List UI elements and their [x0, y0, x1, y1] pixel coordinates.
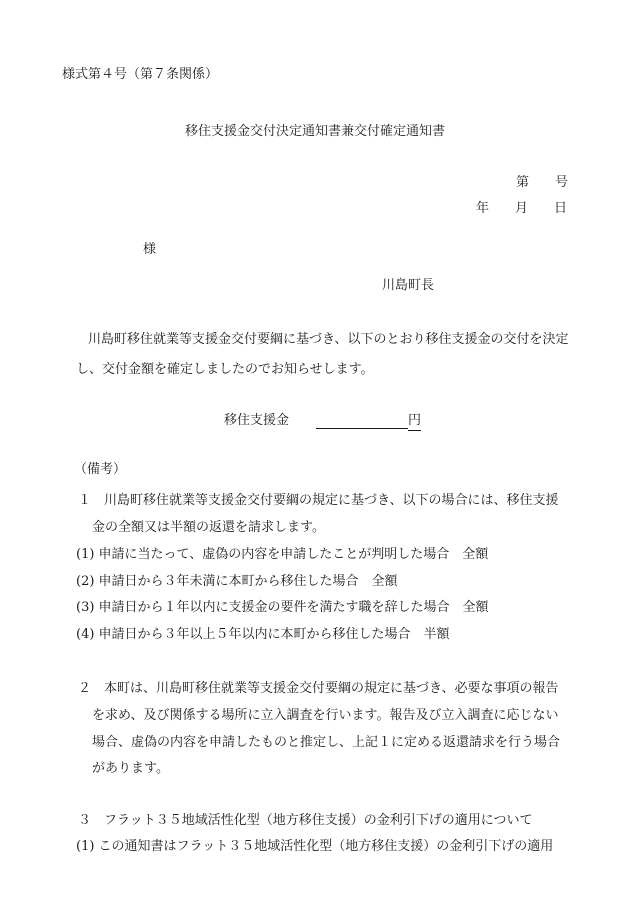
document-date: 年 月 日: [476, 201, 568, 216]
notes-heading: （備考）: [74, 462, 127, 477]
amount-label: 移住支援金: [224, 413, 290, 428]
body-text-line: し、交付金額を確定しましたのでお知らせします。: [76, 362, 374, 377]
note-2-text: を求め、及び関係する場所に立入調査を行います。報告及び立入調査に応じない: [92, 708, 559, 723]
form-number-label: 様式第４号（第７条関係）: [62, 67, 219, 82]
note-1-item: (1) 申請に当たって、虚偽の内容を申請したことが判明した場合 全額: [76, 547, 489, 562]
note-2-text: 場合、虚偽の内容を申請したものと推定し、上記１に定める返還請求を行う場合: [92, 735, 561, 750]
note-2-text: があります。: [92, 761, 169, 776]
recipient-honorific: 様: [143, 242, 157, 257]
note-1-item: (2) 申請日から３年未満に本町から移住した場合 全額: [76, 574, 398, 589]
issuer-name: 川島町長: [382, 278, 435, 293]
note-1-text: １ 川島町移住就業等支援金交付要綱の規定に基づき、以下の場合には、移住支援: [78, 493, 559, 508]
note-3-text: ３ フラット３５地域活性化型（地方移住支援）の金利引下げの適用について: [78, 813, 533, 828]
note-1-text: 金の全額又は半額の返還を請求します。: [92, 520, 325, 535]
document-number: 第 号: [516, 175, 569, 190]
note-1-item: (4) 申請日から３年以上５年以内に本町から移住した場合 半額: [76, 627, 450, 642]
document-title: 移住支援金交付決定通知書兼交付確定通知書: [184, 124, 445, 139]
note-1-item: (3) 申請日から１年以内に支援金の要件を満たす職を辞した場合 全額: [76, 600, 489, 615]
note-2-text: ２ 本町は、川島町移住就業等支援金交付要綱の規定に基づき、必要な事項の報告: [78, 681, 559, 696]
amount-unit: 円: [408, 412, 421, 431]
body-text-line: 川島町移住就業等支援金交付要綱に基づき、以下のとおり移住支援金の交付を決定: [88, 332, 569, 347]
amount-blank-field: [316, 412, 408, 429]
note-3-item: (1) この通知書はフラット３５地域活性化型（地方移住支援）の金利引下げの適用: [76, 839, 554, 854]
